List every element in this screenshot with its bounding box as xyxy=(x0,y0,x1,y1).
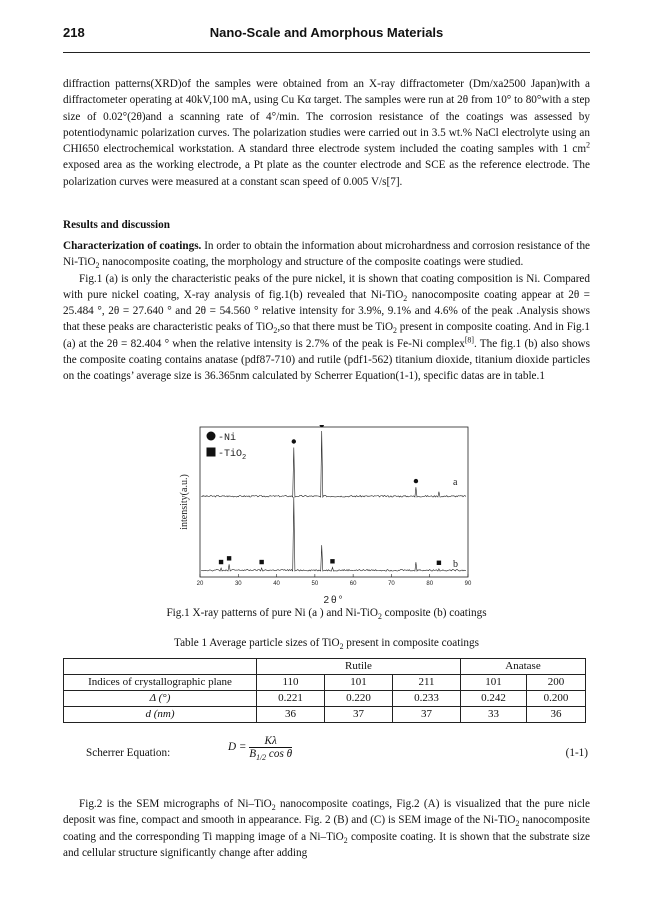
x-tick-label: 60 xyxy=(349,581,357,587)
paragraph-sem: Fig.2 is the SEM micrographs of Ni–TiO$_2$ nanocomposite coatings, Fig.2 (A) is visualized that the pure nicle deposit was fine, compact and smooth in appearance. Fig. 2 (B) and (C) is SEM image of the Ni-TiO$_2$ nanocomposite coating and the corresponding Ti mapping image of a Ni–TiO$_2$ composite coating. It is shown that the substrate size and cellular structure significantly change after adding xyxy=(63,798,590,859)
equation-label: Scherrer Equation: xyxy=(86,747,171,759)
tio2-peak-marker xyxy=(227,556,231,560)
x-tick-label: 20 xyxy=(196,581,204,587)
tio2-peak-marker xyxy=(437,561,441,565)
table-row xyxy=(64,675,586,691)
ni-peak-marker xyxy=(414,479,418,483)
x-tick-label: 70 xyxy=(388,581,395,587)
table-row xyxy=(64,691,586,707)
tio2-peak-marker xyxy=(259,560,263,564)
equation-formula: D = $\frac{K\lambda}{B_{1/2} \cos \theta}$ xyxy=(228,735,293,763)
table-cell: 110 xyxy=(257,675,325,691)
table-caption: Table 1 Average particle sizes of TiO$_2$ present in composite coatings xyxy=(174,637,479,652)
ni-peak-marker xyxy=(292,439,296,443)
x-axis-label: 2θ° xyxy=(323,595,345,606)
table-cell xyxy=(64,659,257,675)
table-group-header: Rutile xyxy=(257,659,461,675)
legend-tio2-marker xyxy=(207,448,216,457)
series-b-label: b xyxy=(453,559,458,570)
particle-size-table xyxy=(63,658,586,723)
table-cell: 211 xyxy=(393,675,461,691)
legend-label: -Ni xyxy=(218,433,237,444)
running-title: Nano-Scale and Amorphous Materials xyxy=(209,25,444,40)
table-cell: 200 xyxy=(527,675,586,691)
table-cell: 101 xyxy=(461,675,527,691)
xrd-chart xyxy=(175,425,485,608)
table-header-row xyxy=(64,659,586,675)
series-a-label: a xyxy=(453,477,458,488)
legend-label: -TiO$_2$ xyxy=(218,449,247,462)
table-row-label: Indices of crystallographic plane xyxy=(64,675,257,691)
table-cell: 0.220 xyxy=(325,691,393,707)
tio2-peak-marker xyxy=(219,560,223,564)
equation-number: (1-1) xyxy=(565,747,588,759)
scherrer-equation xyxy=(86,735,588,775)
table-cell: 0.221 xyxy=(257,691,325,707)
x-tick-label: 80 xyxy=(426,581,434,587)
table-cell: 33 xyxy=(461,707,527,723)
table-cell: 0.200 xyxy=(527,691,586,707)
series-a-line xyxy=(201,431,466,497)
x-tick-label: 50 xyxy=(311,581,319,587)
table-group-header: Anatase xyxy=(461,659,586,675)
y-axis-label: intensity(a.u.) xyxy=(179,474,190,530)
table-cell: 101 xyxy=(325,675,393,691)
x-tick-label: 90 xyxy=(464,581,472,587)
paragraph-methods: diffraction patterns(XRD)of the samples were obtained from an X-ray diffractometer (Dm/xa2500 Japan)with a diffractometer operating at 40kV,100 mA, using Cu Kα target. The samples were run at 2θ from 10° to 80°with a step size of 0.02°(2θ)and a scanning rate of 4°/min. The corrosion resistance of the coatings was assessed by potentiodynamic polarization curves. The polarization studies were carried out in 3.5 wt.% NaCl electrolyte using an CHI650 electrochemical workstation. A standard three electrode system included the coating samples with 1 $cm^2$ exposed area as the working electrode, a Pt plate as the counter electrode and SCE as the reference electrode. The polarization curves were measured at a constant scan speed of 0.005 V/s[7]. xyxy=(63,78,590,188)
paragraph-characterization: Characterization of coatings. In order to obtain the information about microhardness and corrosion resistance of the Ni-TiO$_2$ nanocomposite coating, the morphology and structure of the composite coatings were studied. Fig.1 (a) is only the characteristic peaks of the pure nickel, it is shown that coating composition is Ni. Compared with pure nickel coating, X-ray analysis of fig.1(b) revealed that Ni-TiO$_2$ nanocomposite coating appear at 2θ = 25.484 °, 2θ = 27.640 ° and 2θ = 54.560 ° relative intensity for 3.9%, 9.1% and 4.6% of the peak .Analysis shows that these peaks are characteristic peaks of TiO$_2$,so that there must be TiO$_2$ present in composite coating. And in Fig.1 (a) at the 2θ = 82.404 ° when the relative intensity is 2.7% of the peak is Fe-Ni complex[8]. The fig.1 (b) also shows the composite coating contains anatase (pdf87-710) and rutile (pdf1-562) titanium dioxide, titanium dioxide particles on the coatings’ average size is 36.365nm calculated by Scherrer Equation(1-1), specific datas are in table.1 xyxy=(63,240,591,383)
table-row-label: Δ (°) xyxy=(64,691,257,707)
table-cell: 0.242 xyxy=(461,691,527,707)
table-cell: 36 xyxy=(257,707,325,723)
x-tick-label: 40 xyxy=(273,581,280,587)
tio2-peak-marker xyxy=(330,559,334,563)
table-cell: 0.233 xyxy=(393,691,461,707)
page-header xyxy=(63,22,590,53)
x-tick-label: 30 xyxy=(234,581,242,587)
section-title: Results and discussion xyxy=(63,219,170,231)
table-row xyxy=(64,707,586,723)
legend-ni-marker xyxy=(207,432,216,441)
table-row-label: d (nm) xyxy=(64,707,257,723)
page-number: 218 xyxy=(63,25,85,40)
table-cell: 37 xyxy=(325,707,393,723)
figure-caption: Fig.1 X-ray patterns of pure Ni (a ) and Ni-TiO$_2$ composite (b) coatings xyxy=(166,607,487,622)
table-cell: 37 xyxy=(393,707,461,723)
table-cell: 36 xyxy=(527,707,586,723)
